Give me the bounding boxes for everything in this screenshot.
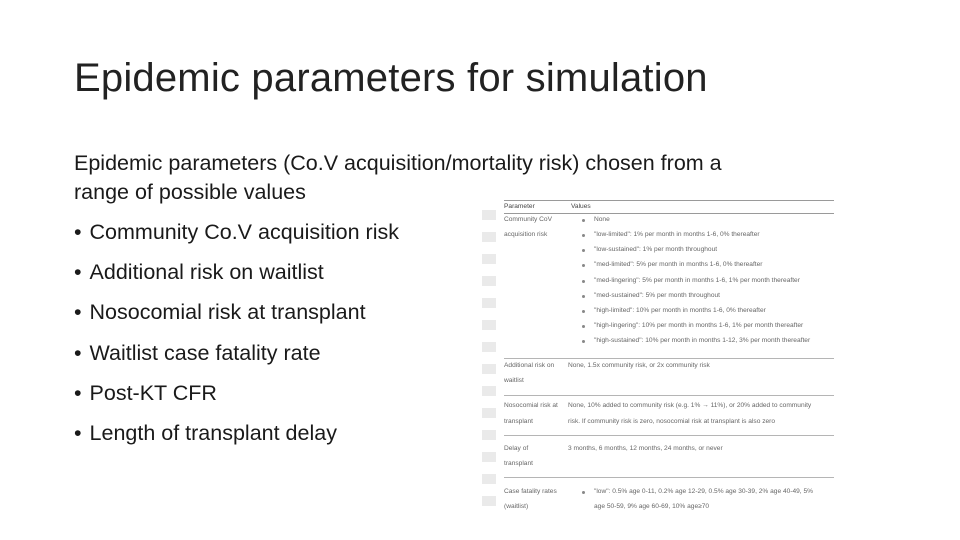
- bullet-community-risk: • Community Co.V acquisition risk: [74, 217, 399, 257]
- param-fatality-2: (waitlist): [504, 503, 529, 510]
- row-divider: [504, 435, 834, 436]
- value-community-0: None: [594, 216, 610, 223]
- intro-line-1: Epidemic parameters (Co.V acquisition/mortality risk) chosen from a: [74, 151, 722, 175]
- intro-line-2: range of possible values: [74, 180, 306, 204]
- slide-title: Epidemic parameters for simulation: [74, 56, 708, 100]
- bullet-transplant-delay: • Length of transplant delay: [74, 418, 399, 458]
- bullet-dot: [582, 491, 585, 494]
- bullet-dot: [582, 219, 585, 222]
- value-fatality-1: "low": 0.5% age 0-11, 0.2% age 12-29, 0.5% age 30-39, 2% age 40-49, 5%: [594, 488, 814, 495]
- value-waitlist: None, 1.5x community risk, or 2x community risk: [568, 362, 710, 369]
- bullet-nosocomial-risk: • Nosocomial risk at transplant: [74, 297, 399, 337]
- parameter-bullet-list: [74, 217, 399, 458]
- value-delay: 3 months, 6 months, 12 months, 24 months, or never: [568, 445, 723, 452]
- param-community-1: Community CoV: [504, 216, 553, 223]
- bullet-dot: [582, 249, 585, 252]
- param-nosocomial-1: Nosocomial risk at: [504, 402, 558, 409]
- param-nosocomial-2: transplant: [504, 418, 533, 425]
- bullet-waitlist-risk: • Additional risk on waitlist: [74, 257, 399, 297]
- bullet-waitlist-cfr: • Waitlist case fatality rate: [74, 338, 399, 378]
- parameter-table-image: [476, 190, 836, 516]
- value-nosocomial-2: risk. If community risk is zero, nosocomial risk at transplant is also zero: [568, 418, 776, 425]
- param-waitlist-2: waitlist: [504, 377, 524, 384]
- row-divider: [504, 477, 834, 478]
- table-side-strip: [482, 210, 496, 516]
- value-nosocomial-1: None, 10% added to community risk (e.g. 1% → 11%), or 20% added to community: [568, 402, 812, 409]
- bullet-dot: [582, 295, 585, 298]
- value-community-5: "med-sustained": 5% per month throughout: [594, 292, 721, 299]
- bullet-dot: [582, 340, 585, 343]
- value-community-8: "high-sustained": 10% per month in months 1-12, 3% per month thereafter: [594, 337, 811, 344]
- param-delay-1: Delay of: [504, 445, 529, 452]
- param-delay-2: transplant: [504, 460, 533, 467]
- bullet-post-kt-cfr: • Post-KT CFR: [74, 378, 399, 418]
- value-community-2: "low-sustained": 1% per month throughout: [594, 246, 718, 253]
- table-header-row: [504, 200, 834, 214]
- bullet-dot: [582, 325, 585, 328]
- bullet-dot: [582, 264, 585, 267]
- value-community-1: "low-limited": 1% per month in months 1-6, 0% thereafter: [594, 231, 760, 238]
- bullet-dot: [582, 310, 585, 313]
- param-community-2: acquisition risk: [504, 231, 548, 238]
- param-fatality-1: Case fatality rates: [504, 488, 557, 495]
- param-waitlist-1: Additional risk on: [504, 362, 555, 369]
- header-parameter: Parameter: [504, 203, 535, 210]
- row-divider: [504, 358, 834, 359]
- bullet-dot: [582, 234, 585, 237]
- value-community-7: "high-lingering": 10% per month in months 1-6, 1% per month thereafter: [594, 322, 804, 329]
- row-divider: [504, 395, 834, 396]
- value-community-6: "high-limited": 10% per month in months 1-6, 0% thereafter: [594, 307, 766, 314]
- bullet-dot: [582, 280, 585, 283]
- value-community-4: "med-lingering": 5% per month in months 1-6, 1% per month thereafter: [594, 277, 800, 284]
- value-fatality-2: age 50-59, 9% age 60-69, 10% age≥70: [594, 503, 710, 510]
- header-values: Values: [571, 203, 591, 210]
- value-community-3: "med-limited": 5% per month in months 1-6, 0% thereafter: [594, 261, 763, 268]
